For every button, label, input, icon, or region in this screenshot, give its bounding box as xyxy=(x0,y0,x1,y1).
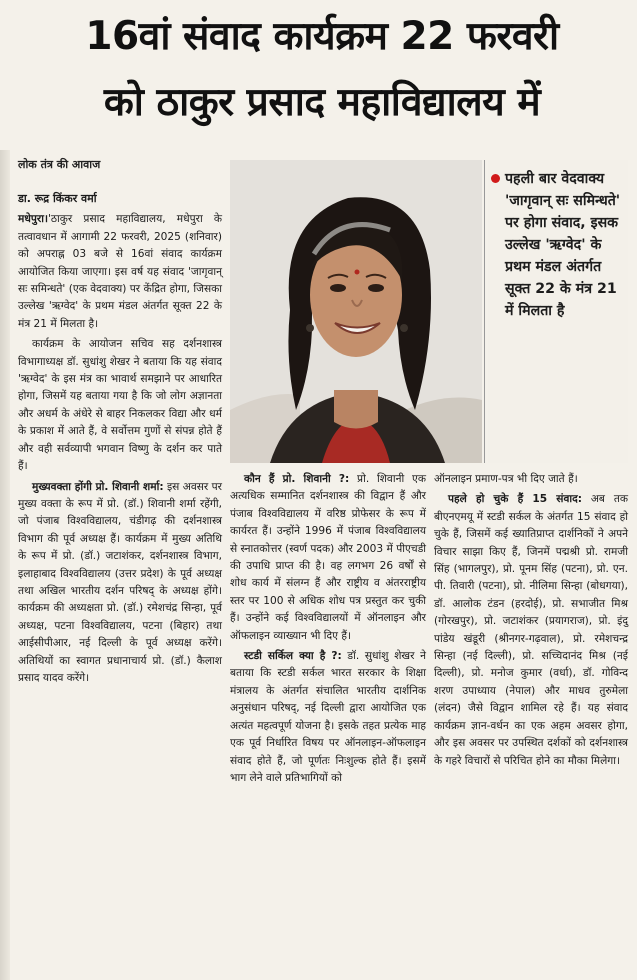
headline xyxy=(12,4,632,136)
paragraph-certificates: ऑनलाइन प्रमाण-पत्र भी दिए जाते हैं। xyxy=(434,473,578,485)
source-label: लोक तंत्र की आवाज xyxy=(18,158,101,171)
subhead-speaker: मुख्यवक्ता होंगी प्रो. शिवानी शर्मा: xyxy=(32,480,164,493)
article-column-2 xyxy=(230,471,426,790)
subhead-study-circle: स्टडी सर्किल क्या है ?: xyxy=(244,650,342,663)
paragraph-speaker: मुख्यवक्ता होंगी प्रो. शिवानी शर्मा: इस अवसर पर मुख्य वक्ता के रूप में प्रो. (डॉ.) शिवानी शर्मा रहेंगी, जो पंजाब विश्वविद्यालय, चंडीगढ़ की दर्शनशास्त्र विभाग की पूर्व अध्यक्ष हैं। कार्यक्रम में मुख्य अतिथि के रूप में प्रो. (डॉ.) जटाशंकर, दर्शनशास्त्र विभाग, इलाहाबाद विश्वविद्यालय (उत्तर प्रदेश) के पूर्व अध्यक्ष तथा अखिल भारतीय दर्शन परिषद् के अध्यक्ष होंगे। कार्यक्रम की अध्यक्षता प्रो. (डॉ.) रमेशचंद्र सिन्हा, पूर्व अध्यक्ष, पटना विश्वविद्यालय, पटना (बिहार) तथा आईसीपीआर, नई दिल्ली के पूर्व अध्यक्ष करेंगे। अतिथियों का स्वागत प्रधानाचार्य प्रो. (डॉ.) कैलाश प्रसाद यादव करेंगे। xyxy=(18,480,222,684)
paragraph-study-circle: स्टडी सर्किल क्या है ?: डॉ. सुधांशु शेखर ने बताया कि स्टडी सर्कल भारत सरकार के शिक्षा मंत्रालय के अंतर्गत संचालित भारतीय दार्शनिक अनुसंधान परिषद्, नई दिल्ली द्वारा आयोजित एक अत्यंत महत्वपूर्ण योजना है। इसके तहत प्रत्येक माह एक पूर्व निर्धारित विषय पर ऑनलाइन-ऑफलाइन संवाद होते हैं, जो पूर्णतः निःशुल्क होते हैं। इसमें भाग लेने वाले प्रतिभागियों को xyxy=(230,650,426,784)
paragraph-about-speaker: कौन हैं प्रो. शिवानी ?: प्रो. शिवानी एक अत्यधिक सम्मानित दर्शनशास्त्र की विद्वान हैं और पंजाब विश्वविद्यालय में वरिष्ठ प्रोफेसर के रूप में कार्यरत हैं। उन्होंने 1996 में पंजाब विश्वविद्यालय से स्नातकोत्तर (स्वर्ण पदक) और 2003 में पीएचडी की उपाधि प्राप्त की है। वह लगभग 26 वर्षों से शोध कार्य में संलग्न हैं और राष्ट्रीय व अंतरराष्ट्रीय स्तर पर 100 से अधिक शोध पत्र प्रस्तुत कर चुकी हैं। उन्होंने कई विश्वविद्यालयों में ऑनलाइन और ऑफलाइन व्याख्यान भी दिए हैं। xyxy=(230,473,426,642)
paragraph-past-sessions: पहले हो चुके हैं 15 संवाद: अब तक बीएनएमयू में स्टडी सर्कल के अंतर्गत 15 संवाद हो चुके हैं, जिसमें कई ख्यातिप्राप्त दार्शनिकों ने अपने विचार साझा किए हैं, जिनमें पद्मश्री प्रो. रामजी सिंह (भागलपुर), प्रो. पूनम सिंह (पटना), प्रो. एन. पी. तिवारी (पटना), प्रो. नीलिमा सिन्हा (बोधगया), डॉ. आलोक टंडन (हरदोई), प्रो. सभाजीत मिश्र (गोरखपुर), प्रो. जटाशंकर (प्रयागराज), प्रो. इंदु पांडेय खंडूरी (श्रीनगर-गढ़वाल), प्रो. रमेशचन्द्र सिन्हा (नई दिल्ली), प्रो. सच्चिदानंद मिश्र (नई दिल्ली), प्रो. मनोज कुमार (वर्धा), डॉ. गोविन्द शरण उपाध्याय (नेपाल) और माधव तुरुमेला (लंदन) जैसे विद्वान शामिल रहे हैं। यह संवाद कार्यक्रम ज्ञान-वर्धन का एक अहम अवसर होगा, और इस अवसर पर उपस्थित दर्शकों को दर्शनशास्त्र के गहरे विचारों से परिचित होने का मौका मिलेगा। xyxy=(434,493,628,767)
bullet-dot-icon xyxy=(491,174,500,183)
subhead-about-speaker: कौन हैं प्रो. शिवानी ?: xyxy=(244,473,350,485)
dateline: मधेपुरा। xyxy=(18,213,48,226)
article-column-3 xyxy=(434,471,628,773)
subhead-past-sessions: पहले हो चुके हैं 15 संवाद: xyxy=(448,493,582,506)
column-rule xyxy=(484,160,485,463)
headline-line-2: को ठाकुर प्रसाद महाविद्यालय में xyxy=(103,80,541,125)
adjacent-column-edge xyxy=(0,150,10,980)
portrait-illustration xyxy=(230,160,482,463)
article-column-1 xyxy=(18,190,222,690)
paragraph-intro: मधेपुरा।'ठाकुर प्रसाद महाविद्यालय, मधेपुरा के तत्वावधान में आगामी 22 फरवरी, 2025 (शनिवार) को अपराह्न 03 बजे से 16वां संवाद कार्यक्रम आयोजित किया जाएगा। इस वर्ष यह संवाद 'जागृवान् सः समिन्धते' (एक वेदवाक्य) पर केंद्रित होगा, जिसका उल्लेख 'ऋग्वेद' के प्रथम मंडल अंतर्गत सूक्त 22 के मंत्र 21 में मिलता है। xyxy=(18,213,222,330)
paragraph-secretary: कार्यक्रम के आयोजन सचिव सह दर्शनशास्त्र विभागाध्यक्ष डॉ. सुधांशु शेखर ने बताया कि यह संवाद 'ऋग्वेद' के इस मंत्र का भावार्थ समझाने पर आधारित होगा, जिसमें यह बताया गया है कि जो लोग अज्ञानता और अधर्म के अंधेरे से बाहर निकलकर विद्या और धर्म के प्रकाश में आते हैं, वे सर्वोत्तम गुणों से संपन्न होते हैं और वही सर्वव्यापी भगवान विष्णु के दर्शन कर पाते हैं। xyxy=(18,338,222,473)
pull-quote-text: पहली बार वेदवाक्य 'जागृवान् सः समिन्धते' पर होगा संवाद, इसक उल्लेख 'ऋग्वेद' के प्रथम मंडल अंतर्गत सूक्त 22 के मंत्र 21 में मिलता है xyxy=(505,171,621,319)
pull-quote xyxy=(488,160,628,463)
speaker-photo xyxy=(230,160,482,463)
author-byline: डा. रूद्र किंकर वर्मा xyxy=(18,192,97,205)
headline-line-1: 16वां संवाद कार्यक्रम 22 फरवरी xyxy=(85,14,559,59)
